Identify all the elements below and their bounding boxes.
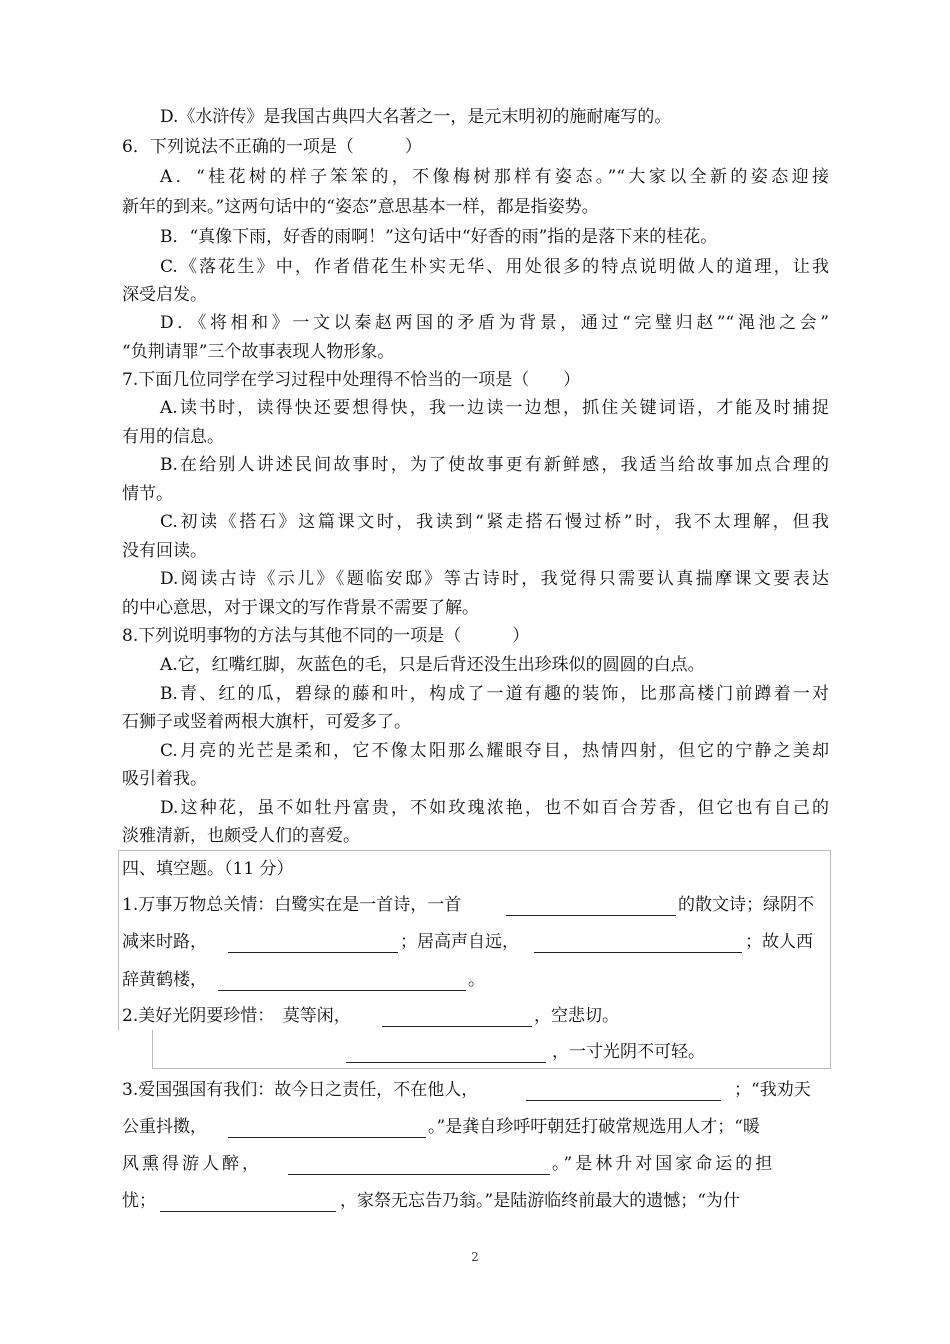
option-7c-cont: 没有回读。 [122, 541, 207, 561]
option-8c-cont: 吸引着我。 [122, 769, 207, 789]
fill-q1-text-d: ；居高声自远， [400, 932, 519, 952]
fill-blank-q2-1[interactable] [382, 1026, 532, 1027]
option-5d: D.《水浒传》是我国古典四大名著之一，是元末明初的施耐庵写的。 [160, 107, 672, 127]
fill-blank-q3-3[interactable] [288, 1174, 550, 1175]
fill-blank-q3-2[interactable] [228, 1137, 426, 1138]
fill-q2-text-a: 2.美好光阴要珍惜： 莫等闲， [122, 1006, 351, 1026]
option-7b-cont: 情节。 [122, 484, 173, 504]
option-6b: B．“真像下雨，好香的雨啊！”这句话中“好香的雨”指的是落下来的桂花。 [160, 227, 718, 247]
option-7d-cont: 的中心意思，对于课文的写作背景不需要了解。 [122, 598, 479, 618]
option-6c-cont: 深受启发。 [122, 285, 207, 305]
fill-q1-text-a: 1.万事万物总关情：白鹭实在是一首诗，一首 [122, 895, 462, 915]
option-8d-cont: 淡雅清新，也颇受人们的喜爱。 [122, 826, 360, 846]
option-8b-cont: 石狮子或竖着两根大旗杆，可爱多了。 [122, 712, 411, 732]
option-6a-cont: 新年的到来。”这两句话中的“姿态”意思基本一样，都是指姿势。 [122, 197, 599, 217]
option-6d-cont: “负荆请罪”三个故事表现人物形象。 [122, 342, 395, 362]
fill-q1-text-g: 。 [468, 970, 485, 990]
fill-blank-q3-4[interactable] [160, 1211, 336, 1212]
option-8b: B.青、红的瓜，碧绿的藤和叶，构成了一道有趣的装饰，比那高楼门前蹲着一对 [160, 684, 829, 704]
fill-q3-text-h: ，家祭无忘告乃翁。”是陆游临终前最大的遗憾；“为什 [340, 1191, 740, 1211]
fill-q3-text-b: ；“我劝天 [734, 1080, 811, 1100]
fill-q1-text-e: ；故人西 [745, 932, 813, 952]
option-7a: A.读书时，读得快还要想得快，我一边读一边想，抓住关键词语，才能及时捕捉 [160, 398, 829, 418]
fill-blank-q3-1[interactable] [526, 1100, 721, 1101]
fill-q2-text-c: ，一寸光阴不可轻。 [552, 1042, 705, 1062]
fill-section-frame-bottom [152, 1030, 831, 1069]
fill-q3-text-e: 风熏得游人醉， [122, 1154, 262, 1174]
fill-q3-text-c: 公重抖擞， [122, 1117, 207, 1137]
fill-blank-q1-4[interactable] [218, 990, 466, 991]
fill-q3-text-f: 。”是林升对国家命运的担 [552, 1154, 776, 1174]
section-4-heading: 四、填空题。（11 分） [122, 859, 294, 879]
fill-q2-text-b: ，空悲切。 [534, 1006, 619, 1026]
page-number: 2 [471, 1250, 479, 1264]
option-8d: D.这种花，虽不如牡丹富贵，不如玫瑰浓艳，也不如百合芳香，但它也有自己的 [160, 798, 829, 818]
option-6d: D．《将相和》一文以秦赵两国的矛盾为背景，通过“完璧归赵”“渑池之会” [160, 313, 829, 333]
option-6a: A．“桂花树的样子笨笨的，不像梅树那样有姿态。”“大家以全新的姿态迎接 [160, 167, 829, 187]
fill-q3-text-g: 忧； [122, 1191, 156, 1211]
fill-blank-q1-1[interactable] [506, 915, 676, 916]
option-8a: A.它，红嘴红脚，灰蓝色的毛，只是后背还没生出珍珠似的圆圆的白点。 [160, 655, 705, 675]
question-6: 6．下列说法不正确的一项是（ ） [122, 137, 422, 157]
option-7b: B.在给别人讲述民间故事时，为了使故事更有新鲜感，我适当给故事加点合理的 [160, 455, 829, 475]
option-7a-cont: 有用的信息。 [122, 427, 224, 447]
option-7d: D.阅读古诗《示儿》《题临安邸》等古诗时，我觉得只需要认真揣摩课文要表达 [160, 569, 829, 589]
option-7c: C.初读《搭石》这篇课文时，我读到“紧走搭石慢过桥”时，我不太理解，但我 [160, 512, 829, 532]
question-8: 8.下列说明事物的方法与其他不同的一项是（ ） [122, 626, 530, 646]
fill-blank-q1-3[interactable] [534, 952, 742, 953]
fill-q1-text-b: 的散文诗；绿阴不 [678, 895, 814, 915]
fill-q3-text-a: 3.爱国强国有我们：故今日之责任，不在他人， [122, 1080, 479, 1100]
question-7: 7.下面几位同学在学习过程中处理得不恰当的一项是（ ） [122, 370, 581, 390]
option-8c: C.月亮的光芒是柔和，它不像太阳那么耀眼夺目，热情四射，但它的宁静之美却 [160, 741, 829, 761]
fill-blank-q1-2[interactable] [228, 952, 398, 953]
fill-blank-q2-2[interactable] [346, 1062, 546, 1063]
fill-q3-text-d: 。”是龚自珍呼吁朝廷打破常规选用人才；“暖 [428, 1117, 760, 1137]
option-6c: C.《落花生》中，作者借花生朴实无华、用处很多的特点说明做人的道理，让我 [160, 257, 829, 277]
fill-q1-text-c: 减来时路， [122, 932, 207, 952]
fill-q1-text-f: 辞黄鹤楼， [122, 970, 207, 990]
